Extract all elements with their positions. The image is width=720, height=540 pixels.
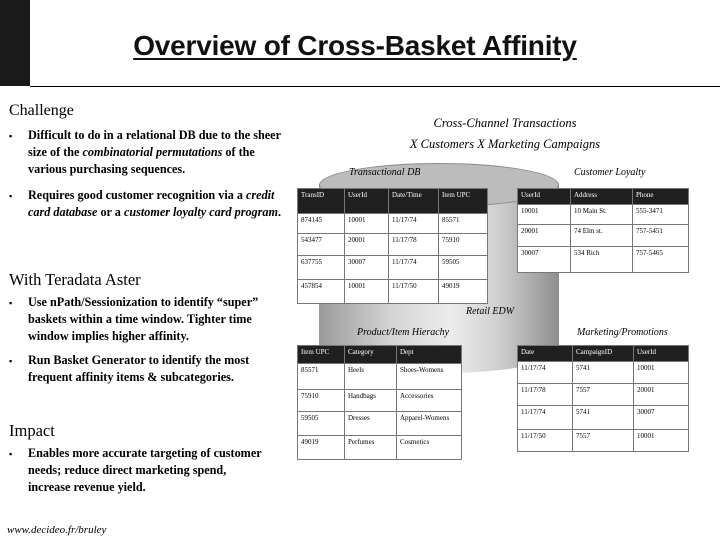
table-cell: 7557 xyxy=(573,430,634,452)
table-header-row xyxy=(298,189,488,214)
column-header: Address xyxy=(571,189,633,205)
text-run: Difficult to do in a relational DB due to the sheer size of the xyxy=(28,128,281,159)
column-header: TransID xyxy=(298,189,345,214)
transactional-table xyxy=(297,188,488,304)
table-cell: Dresses xyxy=(345,412,397,436)
table-cell: 49019 xyxy=(298,436,345,460)
table-row xyxy=(298,256,488,280)
column-header: Item UPC xyxy=(439,189,488,214)
table-header-row xyxy=(518,346,689,362)
list-item xyxy=(9,294,294,344)
list-item xyxy=(9,187,294,221)
bullet-icon: ▪ xyxy=(9,449,13,459)
challenge-heading: Challenge xyxy=(9,102,74,119)
title-divider xyxy=(30,86,720,87)
text-run: Use nPath/Sessionization to identify “super” baskets within a time window. Tighter time window implies higher affinity. xyxy=(28,295,259,343)
table-cell: 30007 xyxy=(518,247,571,273)
text-run: Requires good customer recognition via a xyxy=(28,188,247,203)
column-header: Item UPC xyxy=(298,346,345,364)
emphasis-text: customer loyalty card program xyxy=(123,205,278,220)
table-cell: 757-5465 xyxy=(633,247,689,273)
table-row xyxy=(518,247,689,273)
table-cell: Cosmetics xyxy=(397,436,462,460)
challenge-list xyxy=(9,127,294,227)
table-cell: 7557 xyxy=(573,384,634,406)
table-cell: 637755 xyxy=(298,256,345,280)
bullet-icon: ▪ xyxy=(9,356,13,367)
diagram-title-line2: X Customers X Marketing Campaigns xyxy=(409,137,601,151)
title-accent-bar xyxy=(0,0,30,86)
list-item xyxy=(9,127,294,177)
footer-url[interactable]: www.decideo.fr/bruley xyxy=(7,524,107,536)
column-header: Dept xyxy=(397,346,462,364)
transactional-db-label: Transactional DB xyxy=(349,167,421,178)
table-row xyxy=(298,214,488,234)
column-header: CampaignID xyxy=(573,346,634,362)
bullet-icon: ▪ xyxy=(9,191,13,202)
impact-list xyxy=(9,445,269,501)
table-row xyxy=(518,205,689,225)
table-cell: 5741 xyxy=(573,362,634,384)
bullet-icon: ▪ xyxy=(9,131,13,141)
table-cell: 30007 xyxy=(345,256,389,280)
table-row xyxy=(518,225,689,247)
table-row xyxy=(298,364,462,390)
table-row xyxy=(298,234,488,256)
table-cell: 11/17/74 xyxy=(389,214,439,234)
table-cell: 20001 xyxy=(345,234,389,256)
table-cell: 85571 xyxy=(298,364,345,390)
table-row xyxy=(298,436,462,460)
table-row xyxy=(518,430,689,452)
marketing-promotions-label: Marketing/Promotions xyxy=(577,327,668,338)
diagram-title-line1: Cross-Channel Transactions xyxy=(433,116,577,130)
table-cell: Shoes-Womens xyxy=(397,364,462,390)
table-cell: 59505 xyxy=(439,256,488,280)
table-row xyxy=(298,412,462,436)
text-run: of the various purchasing sequences. xyxy=(28,144,255,176)
table-cell: 59505 xyxy=(298,412,345,436)
column-header: UserId xyxy=(518,189,571,205)
table-cell: 11/17/78 xyxy=(518,384,573,406)
table-cell: Handbags xyxy=(345,390,397,412)
table-cell: 10001 xyxy=(518,205,571,225)
table-cell: 757-5451 xyxy=(633,225,689,247)
table-cell: 11/17/50 xyxy=(518,430,573,452)
column-header: UserId xyxy=(634,346,689,362)
list-item xyxy=(9,445,269,495)
table-cell: 555-3471 xyxy=(633,205,689,225)
text-run: Run Basket Generator to identify the most frequent affinity items & subcategories. xyxy=(28,353,250,385)
table-cell: 74 Elm st. xyxy=(571,225,633,247)
table-row xyxy=(298,280,488,304)
impact-heading: Impact xyxy=(9,421,55,440)
table-cell: 85571 xyxy=(439,214,488,234)
emphasis-text: credit card database xyxy=(28,188,275,220)
table-cell: 457854 xyxy=(298,280,345,304)
table-cell: 11/17/78 xyxy=(389,234,439,256)
table-header-row xyxy=(518,189,689,205)
table-cell: Apparel-Womens xyxy=(397,412,462,436)
text-run: or a xyxy=(97,205,124,220)
column-header: UserId xyxy=(345,189,389,214)
table-header-row xyxy=(298,346,462,364)
column-header: Date/Time xyxy=(389,189,439,214)
column-header: Category xyxy=(345,346,397,364)
table-cell: 874145 xyxy=(298,214,345,234)
table-cell: Heels xyxy=(345,364,397,390)
text-run: Enables more accurate targeting of customer needs; reduce direct marketing spend, increase revenue yield. xyxy=(28,446,262,494)
table-cell: 10 Main St. xyxy=(571,205,633,225)
table-cell: 11/17/74 xyxy=(518,362,573,384)
product-table xyxy=(297,345,462,460)
aster-heading: With Teradata Aster xyxy=(9,270,141,289)
column-header: Date xyxy=(518,346,573,362)
table-cell: 543477 xyxy=(298,234,345,256)
table-cell: 10001 xyxy=(634,430,689,452)
aster-list xyxy=(9,294,294,392)
table-row xyxy=(298,390,462,412)
loyalty-table xyxy=(517,188,689,273)
emphasis-text: combinatorial permutations xyxy=(82,144,223,159)
bullet-icon: ▪ xyxy=(9,298,13,308)
table-cell: 20001 xyxy=(518,225,571,247)
table-cell: 10001 xyxy=(345,280,389,304)
table-cell: 11/17/74 xyxy=(389,256,439,280)
edw-label: Retail EDW xyxy=(466,306,515,317)
table-cell: Accessories xyxy=(397,390,462,412)
table-cell: 75910 xyxy=(439,234,488,256)
product-hierarchy-label: Product/Item Hierachy xyxy=(357,327,450,338)
table-cell: 11/17/74 xyxy=(518,406,573,430)
table-cell: 10001 xyxy=(345,214,389,234)
table-cell: 534 Rich xyxy=(571,247,633,273)
table-cell: 30007 xyxy=(634,406,689,430)
column-header: Phone xyxy=(633,189,689,205)
list-item xyxy=(9,352,294,386)
page-title: Overview of Cross-Basket Affinity xyxy=(133,30,577,61)
marketing-table xyxy=(517,345,689,452)
table-row xyxy=(518,384,689,406)
table-cell: 11/17/50 xyxy=(389,280,439,304)
table-cell: 10001 xyxy=(634,362,689,384)
customer-loyalty-label: Customer Loyalty xyxy=(574,167,646,178)
table-row xyxy=(518,406,689,430)
table-cell: 20001 xyxy=(634,384,689,406)
table-cell: Perfumes xyxy=(345,436,397,460)
table-cell: 5741 xyxy=(573,406,634,430)
table-cell: 49019 xyxy=(439,280,488,304)
table-row xyxy=(518,362,689,384)
text-run: . xyxy=(277,205,282,220)
table-cell: 75910 xyxy=(298,390,345,412)
